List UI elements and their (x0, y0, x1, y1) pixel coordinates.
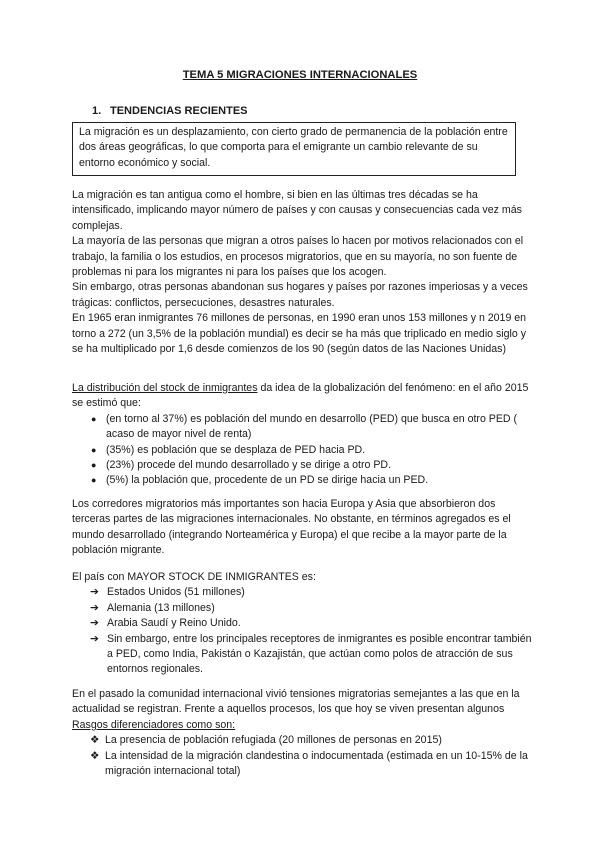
bullet-dot-icon: ● (91, 475, 97, 486)
stock-lead: El país con MAYOR STOCK DE INMIGRANTES es: (72, 571, 316, 583)
list-item: ❖ La presencia de población refugiada (20 millones de personas en 2015) (72, 733, 532, 748)
diamond-bullet-icon: ❖ (90, 734, 100, 747)
bullet-dot-icon: ● (91, 413, 97, 424)
stock-list (72, 585, 532, 677)
list-item: ● (23%) procede del mundo desarrollado y se dirige a otro PD. (72, 458, 532, 473)
past-underlined: Rasgos diferenciadores como son: (72, 718, 236, 731)
list-item: ➔ Alemania (13 millones) (72, 601, 532, 616)
arrow-right-icon: ➔ (90, 601, 99, 614)
distribution-lead-text: da idea de la globalización del fenómeno: en el año 2015 se estimó que: (72, 382, 529, 410)
distribution-list (72, 412, 532, 489)
arrow-right-icon: ➔ (90, 617, 99, 630)
distribution-lead (72, 381, 532, 412)
distribution-block (72, 381, 532, 489)
list-item: ● (en torno al 37%) es población del mundo en desarrollo (PED) que busca en otro PED ( acaso de mayor nivel de renta) (91, 412, 518, 441)
past-lead-text: En el pasado la comunidad internacional vivió tensiones migratorias semejantes a las que en la actualidad se registran. Frente a aquellos procesos, los que hoy se viven presentan algunos (72, 688, 520, 716)
distribution-underlined: La distribución del stock de inmigrantes (72, 382, 258, 394)
features-list (72, 733, 532, 779)
arrow-right-icon: ➔ (90, 586, 99, 599)
list-item: ➔ Sin embargo, entre los principales receptores de inmigrantes es posible encontrar también a PED, como India, Pakistán o Kazajistán, que actúan como polos de atracción de sus entornos regionales. (90, 632, 532, 676)
stock-block (72, 570, 532, 678)
section-heading (92, 104, 248, 119)
intro-paragraph-3: Sin embargo, otras personas abandonan sus hogares y países por razones imperiosas y a veces trágicas: conflictos, persecuciones, desastres naturales. (72, 281, 528, 309)
intro-paragraph-2: La mayoría de las personas que migran a otros países lo hacen por motivos relacionados con el trabajo, la familia o los estudios, en procesos migratorios, que en su mayoría, no son fuente de problemas ni para los migrantes ni para los países que los acogen. (72, 235, 524, 279)
definition-box: La migración es un desplazamiento, con cierto grado de permanencia de la población entre dos áreas geográficas, lo que comporta para el emigrante un cambio relevante de su entorno económico y social. (72, 122, 516, 176)
past-lead (72, 687, 532, 733)
intro-paragraph-4: En 1965 eran inmigrantes 76 millones de personas, en 1990 eran unos 153 millones y n 2019 en torno a 272 (un 3,5% de la población mundial) es decir se ha más que triplicado en medio siglo y se ha multiplicado por 1,6 desde comienzos de los 90 (según datos de las Naciones Unidas) (72, 312, 527, 356)
diamond-bullet-icon: ❖ (90, 749, 100, 762)
list-item: ➔ Estados Unidos (51 millones) (72, 585, 532, 600)
list-item: ➔ Arabia Saudí y Reino Unido. (72, 616, 532, 631)
arrow-right-icon: ➔ (90, 632, 99, 645)
document-title: TEMA 5 MIGRACIONES INTERNACIONALES (182, 69, 418, 81)
list-item: ❖ La intensidad de la migración clandestina o indocumentada (estimada en un 10-15% de la migración internacional total) (90, 749, 528, 778)
list-item: ● (35%) es población que se desplaza de PED hacia PD. (72, 443, 532, 458)
list-item: ● (5%) la población que, procedente de un PD se dirige hacia un PED. (72, 473, 532, 488)
section-number: 1. (92, 105, 102, 117)
corridors-paragraph: Los corredores migratorios más importantes son hacia Europa y Asia que absorbieron dos terceras partes de las migraciones internacionales. No obstante, en términos agregados es el mundo desarrollado (integrando Norteamérica y Europa) el que recibe a la mayor parte de la población migrante. (72, 498, 511, 557)
past-block (72, 687, 532, 779)
intro-paragraph-1: La migración es tan antigua como el hombre, si bien en las últimas tres décadas se ha intensificado, implicando mayor número de países y con causas y consecuencias cada vez más complejas. (72, 189, 522, 232)
bullet-dot-icon: ● (91, 444, 97, 455)
bullet-dot-icon: ● (91, 460, 97, 471)
intro-block (72, 188, 532, 357)
section-title: TENDENCIAS RECIENTES (110, 105, 248, 117)
